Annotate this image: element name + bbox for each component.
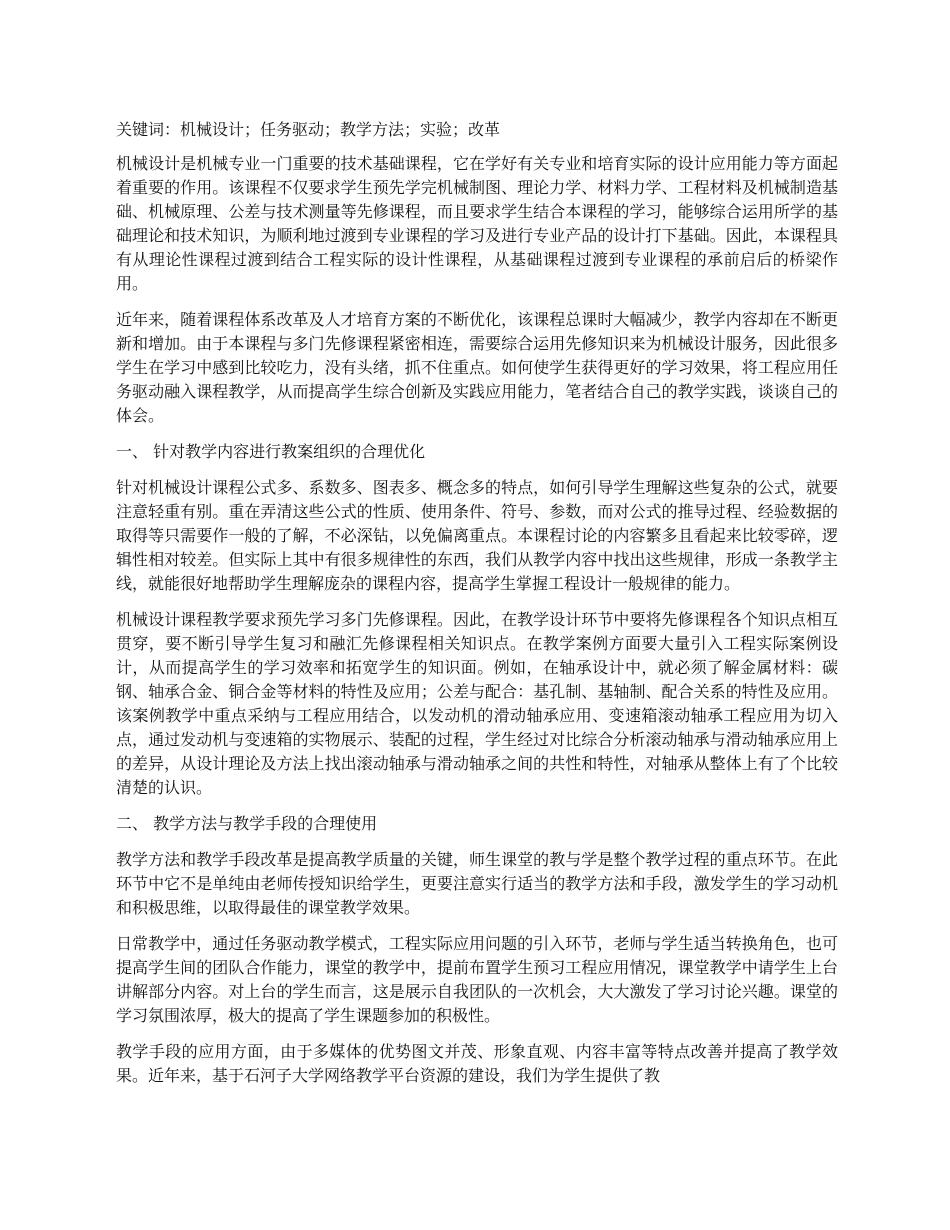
section-2-paragraph-1: 教学方法和教学手段改革是提高教学质量的关键，师生课堂的教与学是整个教学过程的重点环节。在此环节中它不是单纯由老师传授知识给学生，更要注意实行适当的教学方法和手段，激发学生的学习动机和积极思维，以取得最佳的课堂教学效果。 [116,850,838,917]
keywords-line: 关键词：机械设计；任务驱动；教学方法；实验；改革 [116,120,501,139]
section-1-heading: 一、 针对教学内容进行教案组织的合理优化 [116,442,426,461]
section-2-paragraph-3: 教学手段的应用方面，由于多媒体的优势图文并茂、形象直观、内容丰富等特点改善并提高了教学效果。近年来，基于石河子大学网络教学平台资源的建设，我们为学生提供了教 [116,1042,838,1085]
section-1-paragraph-1: 针对机械设计课程公式多、系数多、图表多、概念多的特点，如何引导学生理解这些复杂的公式，就要注意轻重有别。重在弄清这些公式的性质、使用条件、符号、参数，而对公式的推导过程、经验数据的取得等只需要作一般的了解，不必深钻，以免偏离重点。本课程讨论的内容繁多且看起来比较零碎，逻辑性相对较差。但实际上其中有很多规律性的东西，我们从教学内容中找出这些规律，形成一条教学主线，就能很好地帮助学生理解庞杂的课程内容，提高学生掌握工程设计一般规律的能力。 [116,478,838,593]
document-page [116,118,838,1100]
intro-paragraph-1: 机械设计是机械专业一门重要的技术基础课程，它在学好有关专业和培育实际的设计应用能力等方面起着重要的作用。该课程不仅要求学生预先学完机械制图、理论力学、材料力学、工程材料及机械制造基础、机械原理、公差与技术测量等先修课程，而且要求学生结合本课程的学习，能够综合运用所学的基础理论和技术知识，为顺利地过渡到专业课程的学习及进行专业产品的设计打下基础。因此，本课程具有从理论性课程过渡到结合工程实际的设计性课程，从基础课程过渡到专业课程的承前启后的桥梁作用。 [116,154,838,293]
section-2-heading: 二、 教学方法与教学手段的合理使用 [116,814,378,833]
intro-paragraph-2: 近年来，随着课程体系改革及人才培育方案的不断优化，该课程总课时大幅减少，教学内容却在不断更新和增加。由于本课程与多门先修课程紧密相连，需要综合运用先修知识来为机械设计服务，因此很多学生在学习中感到比较吃力，没有头绪，抓不住重点。如何使学生获得更好的学习效果，将工程应用任务驱动融入课程教学，从而提高学生综合创新及实践应用能力，笔者结合自己的教学实践，谈谈自己的体会。 [116,310,838,425]
section-1-paragraph-2: 机械设计课程教学要求预先学习多门先修课程。因此，在教学设计环节中要将先修课程各个知识点相互贯穿，要不断引导学生复习和融汇先修课程相关知识点。在教学案例方面要大量引入工程实际案例设计，从而提高学生的学习效率和拓宽学生的知识面。例如，在轴承设计中，就必须了解金属材料：碳钢、轴承合金、铜合金等材料的特性及应用；公差与配合：基孔制、基轴制、配合关系的特性及应用。该案例教学中重点采纳与工程应用结合，以发动机的滑动轴承应用、变速箱滚动轴承工程应用为切入点，通过发动机与变速箱的实物展示、装配的过程，学生经过对比综合分析滚动轴承与滑动轴承应用上的差异，从设计理论及方法上找出滚动轴承与滑动轴承之间的共性和特性，对轴承从整体上有了个比较清楚的认识。 [116,610,838,797]
section-2-paragraph-2: 日常教学中，通过任务驱动教学模式，工程实际应用问题的引入环节，老师与学生适当转换角色，也可提高学生间的团队合作能力，课堂的教学中，提前布置学生预习工程应用情况，课堂教学中请学生上台讲解部分内容。对上台的学生而言，这是展示自我团队的一次机会，大大激发了学习讨论兴趣。课堂的学习氛围浓厚，极大的提高了学生课题参加的积极性。 [116,934,838,1025]
